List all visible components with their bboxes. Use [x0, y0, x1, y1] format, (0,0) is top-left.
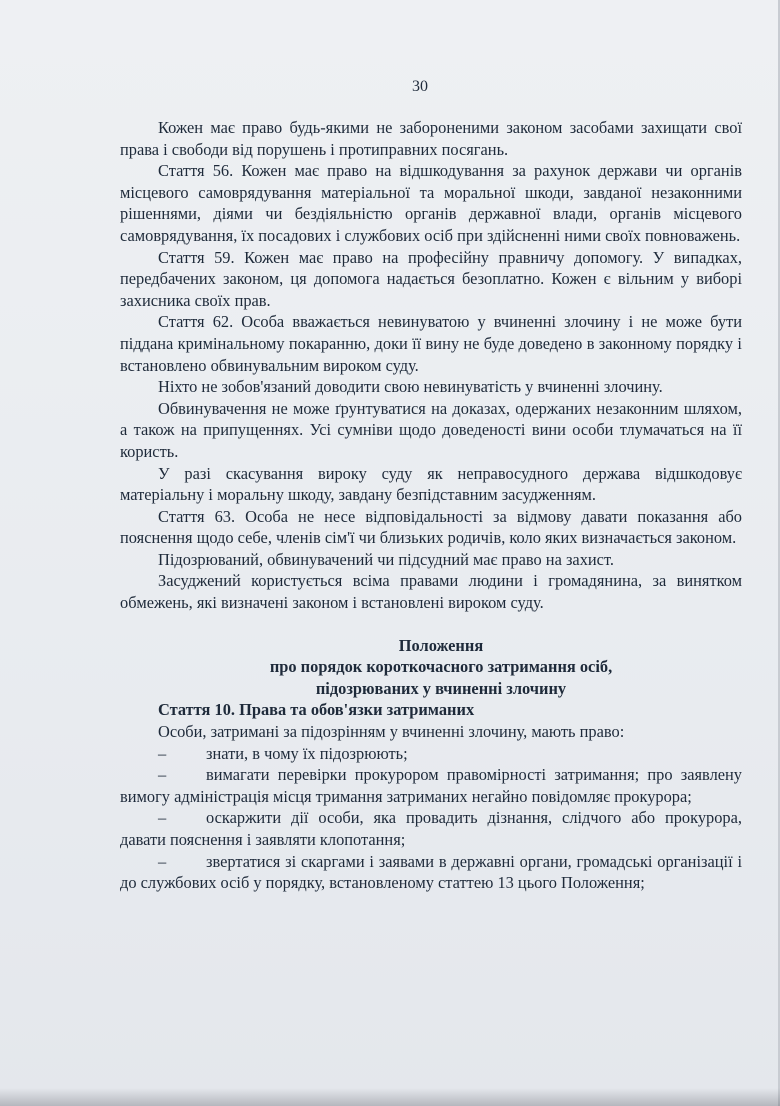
- list-dash: –: [158, 808, 167, 828]
- list-dash: –: [158, 765, 167, 785]
- article-10-intro: Особи, затримані за підозрінням у вчиненні злочину, мають право:: [158, 722, 625, 742]
- list-item-text: оскаржити дії особи, яка провадить дізнання, слідчого або прокурора, давати пояснення і заявляти клопотання;: [120, 808, 742, 849]
- list-dash: –: [158, 743, 167, 763]
- page-number: 30: [412, 78, 428, 95]
- paragraph-article-62: Стаття 62. Особа вважається невинуватою у вчиненні злочину і не може бути піддана кримінальному покаранню, доки її вину не буде доведено в законному порядку і встановлено обвинувальним вироком суду.: [120, 312, 742, 375]
- list-item: [120, 743, 742, 765]
- paragraph-right-to-protect: Кожен має право будь-якими не забороненими законом засобами захищати свої права і свободи від порушень і протиправних посягань.: [120, 118, 742, 159]
- paragraph-no-obligation-to-prove: Ніхто не зобов'язаний доводити свою невинуватість у вчиненні злочину.: [158, 377, 663, 397]
- scan-bottom-edge: [0, 1088, 780, 1106]
- paragraph-convicted-rights: Засуджений користується всіма правами людини і громадянина, за винятком обмежень, які визначені законом і встановлені вироком суду.: [120, 571, 742, 613]
- paragraph-article-63: Стаття 63. Особа не несе відповідальності за відмову давати показання або пояснення щодо себе, членів сім'ї чи близьких родичів, коло яких визначається законом.: [120, 506, 742, 548]
- paragraph-article-56: Стаття 56. Кожен має право на відшкодування за рахунок держави чи органів місцевого самоврядування матеріальної та моральної шкоди, завданої незаконними рішеннями, діями чи бездіяльністю органів державної влади, органів місцевого самоврядування, їх посадових і службових осіб при здійсненні ними своїх повноважень.: [120, 161, 742, 245]
- list-item: [120, 764, 742, 807]
- section-spacer: [120, 614, 742, 635]
- heading-line-2: про порядок короткочасного затримання осіб,: [269, 657, 613, 677]
- paragraph-article-59: Стаття 59. Кожен має право на професійну правничу допомогу. У випадках, передбачених законом, ця допомога надається безоплатно. Кожен є вільним у виборі захисника своїх прав.: [120, 247, 742, 310]
- list-item: [120, 851, 742, 894]
- heading-line-1: Положення: [398, 635, 484, 655]
- paragraph-accusation-evidence: Обвинувачення не може ґрунтуватися на доказах, одержаних незаконним шляхом, а також на припущеннях. Усі сумніви щодо доведеності вини особи тлумачаться на її користь.: [120, 398, 742, 461]
- list-item-text: вимагати перевірки прокурором правомірності затримання; про заявлену вимогу адміністрація місця тримання затриманих негайно повідомляє прокурора;: [120, 765, 742, 806]
- list-dash: –: [158, 851, 167, 871]
- paragraph-verdict-cancellation: У разі скасування вироку суду як неправосудного держава відшкодовує матеріальну і моральну шкоду, завдану безпідставним засудженням.: [120, 463, 742, 505]
- list-item: [120, 807, 742, 850]
- list-item-text: знати, в чому їх підозрюють;: [206, 743, 408, 763]
- document-body: [120, 117, 742, 894]
- article-10-title: Стаття 10. Права та обов'язки затриманих: [158, 700, 475, 720]
- heading-line-3: підозрюваних у вчиненні злочину: [315, 678, 567, 698]
- paragraph-right-to-defense: Підозрюваний, обвинувачений чи підсудний має право на захист.: [158, 549, 614, 569]
- list-item-text: звертатися зі скаргами і заявами в державні органи, громадські організації і до службових осіб у порядку, встановленому статтею 13 цього Положення;: [120, 851, 742, 893]
